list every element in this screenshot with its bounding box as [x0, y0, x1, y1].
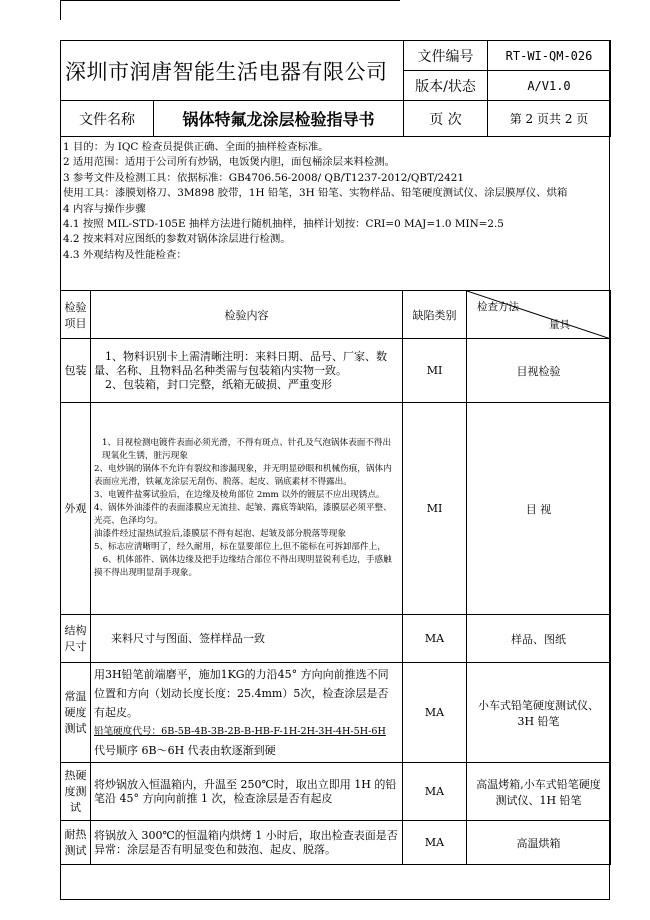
header-tool: 量具 — [549, 319, 570, 331]
content-line: 代号顺序 6B～6H 代表由软逐渐到硬 — [94, 744, 276, 757]
intro-line: 3 参考文件及检测工具：依据标准：GB4706.56-2008/ QB/T1237-2012/QBT/2421 — [63, 171, 464, 184]
row-method: 目 视 — [467, 403, 611, 615]
row-content: 来料尺寸与图面、签样样品一致 — [91, 615, 403, 663]
content-line: 2、包装箱，封口完整，纸箱无破损、严重变形 — [105, 377, 332, 391]
page-value: 第 2 页共 2 页 — [488, 101, 611, 137]
row-content: 将炒锅放入恒温箱内，升温至 250℃时，取出立即用 1H 的铅笔沿 45° 方向向前推 1 次，检查涂层是否有起皮 — [91, 763, 403, 821]
intro-line: 2 适用范围：适用于公司所有炒锅，电饭煲内胆，面包桶涂层来料检测。 — [63, 156, 396, 169]
top-tick — [60, 0, 61, 20]
version-value: A/V1.0 — [488, 71, 611, 101]
row-item: 外观 — [61, 403, 91, 615]
header-method: 检查方法 — [477, 301, 519, 313]
inspection-table — [60, 290, 611, 865]
row-method: 高温烤箱,小车式铅笔硬度测试仪、1H 铅笔 — [467, 763, 611, 821]
intro-line: 使用工具：漆膜划格刀、3M898 胶带，1H 铅笔，3H 铅笔、实物样品、铅笔硬度测试仪、涂层膜厚仪、烘箱 — [63, 187, 568, 200]
doc-no-value: RT-WI-QM-026 — [488, 41, 611, 71]
row-content — [91, 403, 403, 615]
content-line: 1、物料识别卡上需清晰注明：来料日期、品号、厂家、数量、名称、且物料品名种类需与包装箱内实物一致。 — [94, 349, 387, 377]
header-content: 检验内容 — [91, 291, 403, 339]
table-row — [61, 403, 611, 615]
row-method: 目视检验 — [467, 339, 611, 403]
row-defect: MA — [403, 763, 467, 821]
row-item: 热硬度测试 — [61, 763, 91, 821]
row-item: 耐热测试 — [61, 821, 91, 865]
doc-no-label: 文件编号 — [404, 41, 488, 71]
header-item: 检验项目 — [61, 291, 91, 339]
document-title: 锅体特氟龙涂层检验指导书 — [154, 101, 404, 137]
header-defect: 缺陷类别 — [403, 291, 467, 339]
row-method: 小车式铅笔硬度测试仪、3H 铅笔 — [467, 663, 611, 763]
row-content — [91, 663, 403, 763]
content-line: 1、目视检测电镀件表面必须光滑，不得有斑点、针孔及气泡锅体表面不得出现氧化生锈，脏污现象 — [102, 438, 392, 461]
version-label: 版本/状态 — [404, 71, 488, 101]
row-method: 高温烘箱 — [467, 821, 611, 865]
table-row — [61, 339, 611, 403]
header-method-cell — [467, 291, 611, 339]
content-line: 5、标志应清晰明了，经久耐用，标在显要部位上,但不能标在可拆卸部件上， — [94, 542, 386, 552]
row-item: 结构尺寸 — [61, 615, 91, 663]
page-label: 页 次 — [404, 101, 488, 137]
table-row — [61, 615, 611, 663]
content-line: 2、电炒锅的锅体不允许有裂纹和渗漏现象，并无明显砂眼和机械伤痕，锅体内表面应光滑，铁氟龙涂层无刮伤、脱落、起皮、锅底素材不得露出。 — [94, 464, 392, 487]
row-defect: MI — [403, 339, 467, 403]
table-row — [61, 763, 611, 821]
table-row — [61, 821, 611, 865]
content-line: 6、机体部件、锅体边缘及把手边缘结合部位不得出现明显锐利毛边，手感触摸不得出现明显刮手现象。 — [94, 555, 392, 578]
table-row — [61, 663, 611, 763]
intro-section — [63, 140, 608, 263]
row-method: 样品、图纸 — [467, 615, 611, 663]
document-header — [60, 40, 611, 137]
content-line: 油漆件经过湿热试验后,漆膜层不得有起泡、起皱及部分脱落等现象 — [94, 529, 346, 539]
row-item: 包装 — [61, 339, 91, 403]
table-header-row — [61, 291, 611, 339]
content-line: 4、锅体外油漆件的表面漆膜应无流挂、起皱、露底等缺陷，漆膜层必须平整、光亮、色泽均匀。 — [94, 503, 392, 526]
company-name: 深圳市润唐智能生活电器有限公司 — [61, 41, 404, 101]
file-name-label: 文件名称 — [61, 101, 154, 137]
content-line: 3、电镀件盐雾试验后，在边缘及棱角部位 2mm 以外的镀层不应出现锈点。 — [94, 490, 385, 500]
content-line: 铅笔硬度代号：6B-5B-4B-3B-2B-B-HB-F-1H-2H-3H-4H-5H-6H — [94, 726, 386, 737]
row-defect: MA — [403, 821, 467, 865]
intro-line: 1 目的：为 IQC 检查员提供正确、全面的抽样检查标准。 — [63, 141, 329, 153]
top-rule — [60, 0, 400, 1]
row-defect: MI — [403, 403, 467, 615]
intro-line: 4.3 外观结构及性能检查： — [63, 248, 187, 261]
row-content — [91, 339, 403, 403]
intro-line: 4.2 按来料对应图纸的参数对锅体涂层进行检测。 — [63, 233, 291, 246]
row-defect: MA — [403, 663, 467, 763]
content-line: 用3H铅笔前端磨平，施加1KG的力沿45° 方向向前推选不同位置和方向（划动长度长度：25.4mm）5次，检查涂层是否有起皮。 — [94, 668, 389, 719]
intro-line: 4 内容与操作步骤 — [63, 202, 146, 215]
intro-line: 4.1 按照 MIL-STD-105E 抽样方法进行随机抽样，抽样计划按：CRI=0 MAJ=1.0 MIN=2.5 — [63, 217, 504, 230]
row-content: 将锅放入 300℃的恒温箱内烘烤 1 小时后，取出检查表面是否异常：涂层是否有明显变色和鼓泡、起皮、脱落。 — [91, 821, 403, 865]
row-defect: MA — [403, 615, 467, 663]
row-item: 常温硬度测试 — [61, 663, 91, 763]
